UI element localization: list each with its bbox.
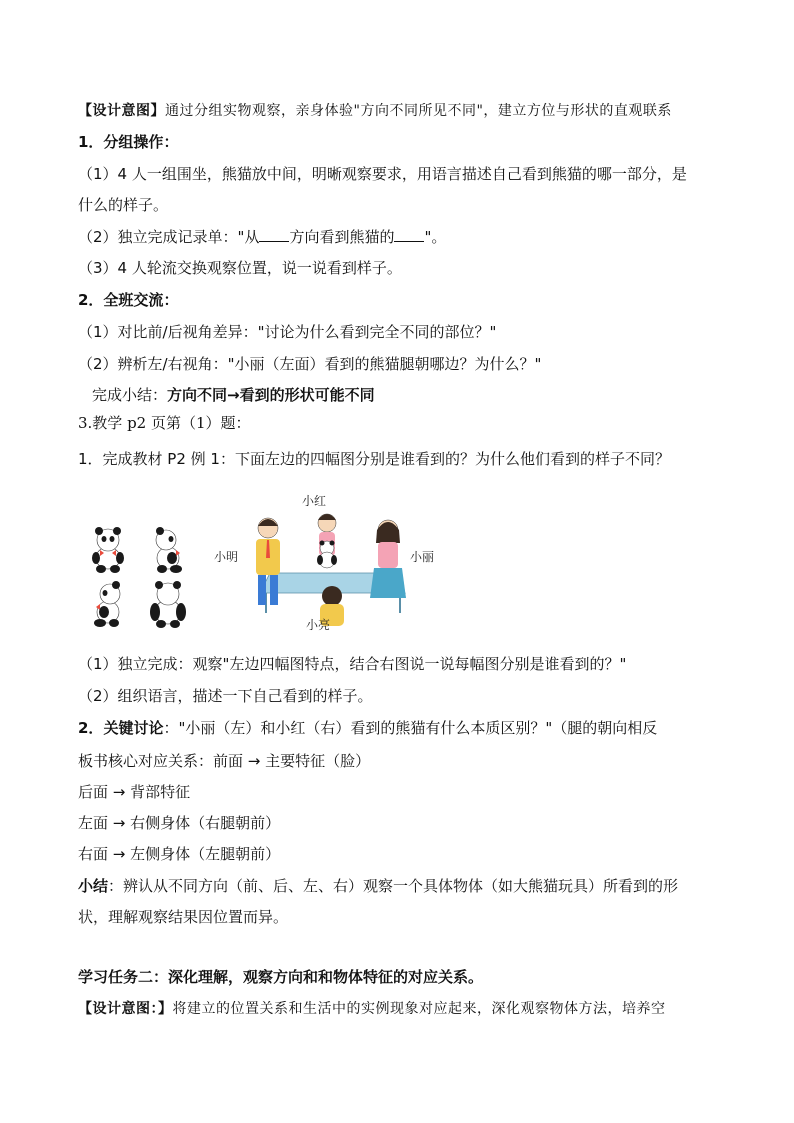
panda-side-left-icon [94, 581, 120, 627]
design-intent-text: 通过分组实物观察，亲身体验"方向不同所见不同"，建立方位与形状的直观联系 [165, 103, 672, 119]
section-1-item-1-line-2: 什么的样子。 [78, 196, 169, 214]
section-1-item-1-line-1: （1）4 人一组围坐，熊猫放中间，明晰观察要求，用语言描述自己看到熊猫的哪一部分，是 [78, 165, 687, 183]
back-line: 后面 → 背部特征 [78, 783, 191, 801]
section-2-item-2: （2）辨析左/右视角："小丽（左面）看到的熊猫腿朝哪边？为什么？" [78, 355, 542, 373]
section-1-item-3: （3）4 人轮流交换观察位置，说一说看到样子。 [78, 259, 402, 277]
design-intent-line [78, 100, 672, 122]
blank-direction [259, 227, 289, 242]
item-2-part-1: （2）独立完成记录单："从 [78, 228, 260, 246]
label-xiaoliang: 小亮 [306, 618, 331, 632]
section-4-item-2: （2）组织语言，描述一下自己看到的样子。 [78, 687, 373, 705]
item-2-part-2: 方向看到熊猫的 [289, 228, 395, 246]
board-line: 板书核心对应关系：前面 → 主要特征（脸） [78, 752, 371, 770]
section-4-item-1: （1）独立完成：观察"左边四幅图特点，结合右图说一说每幅图分别是谁看到的？" [78, 655, 627, 673]
textbook-figure [80, 488, 440, 638]
panda-side-right-icon [156, 527, 182, 573]
summary-line-1 [78, 875, 678, 897]
label-xiaohong: 小红 [302, 494, 327, 508]
section-3-task: 1．完成教材 P2 例 1：下面左边的四幅图分别是谁看到的？为什么他们看到的样子不同？ [78, 450, 670, 468]
summary-line-2: 状，理解观察结果因位置而异。 [78, 908, 289, 926]
panda-back-icon [150, 581, 186, 628]
summary-prefix: 完成小结： [92, 386, 168, 404]
task-2-design-text: 将建立的位置关系和生活中的实例现象对应起来，深化观察物体方法，培养空 [172, 1001, 666, 1017]
key-discussion [78, 717, 657, 739]
section-2-heading: 2．全班交流： [78, 291, 179, 309]
task-2-design-label: 【设计意图：】 [78, 1001, 173, 1017]
summary-bold: 方向不同→看到的形状可能不同 [167, 386, 375, 404]
label-xiaoli: 小丽 [410, 550, 435, 564]
summary-label: 小结 [78, 877, 109, 895]
task-2-heading: 学习任务二：深化理解，观察方向和和物体特征的对应关系。 [78, 968, 484, 986]
section-1-heading: 1．分组操作： [78, 133, 179, 151]
section-1-item-2 [78, 226, 446, 248]
section-3-heading: 3.教学 p2 页第（1）题： [78, 414, 251, 432]
label-xiaoming: 小明 [214, 550, 239, 564]
section-2-summary [92, 384, 375, 406]
left-line: 左面 → 右侧身体（右腿朝前） [78, 814, 281, 832]
scene [256, 514, 406, 626]
key-bold: 关键讨论 [103, 719, 164, 737]
panda-front-icon [92, 527, 124, 573]
design-intent-label: 【设计意图】 [78, 103, 165, 119]
key-text: ："小丽（左）和小红（右）看到的熊猫有什么本质区别？"（腿的朝向相反 [163, 719, 658, 737]
figure-illustration [80, 488, 440, 638]
task-2-design-intent [78, 998, 666, 1020]
key-prefix: 2． [78, 719, 104, 737]
summary-text-1: ：辨认从不同方向（前、后、左、右）观察一个具体物体（如大熊猫玩具）所看到的形 [108, 877, 679, 895]
blank-part [394, 227, 424, 242]
right-line: 右面 → 左侧身体（左腿朝前） [78, 845, 281, 863]
section-2-item-1: （1）对比前/后视角差异："讨论为什么看到完全不同的部位？" [78, 323, 497, 341]
item-2-part-3: "。 [424, 228, 447, 246]
